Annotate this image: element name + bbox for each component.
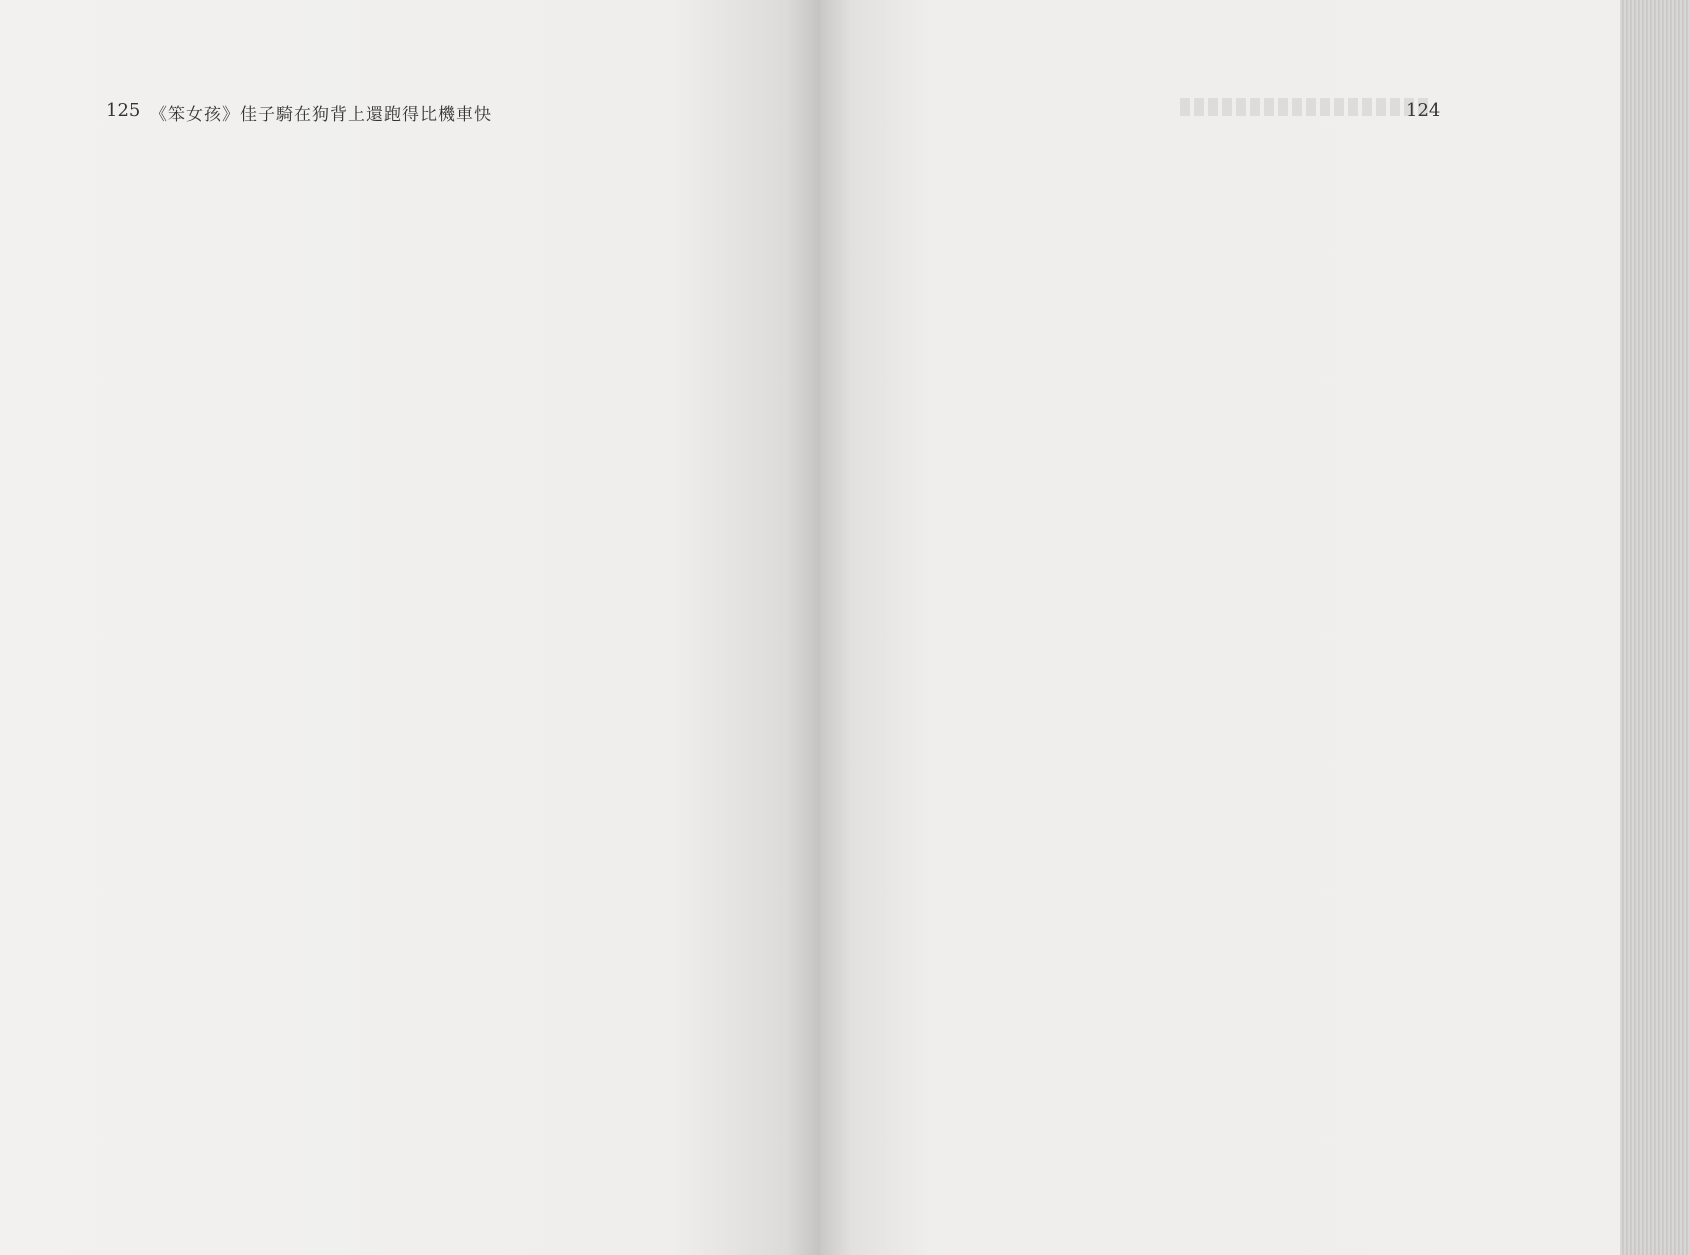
page-number-right: 124 [1406, 100, 1441, 121]
show-through-header [1180, 98, 1430, 116]
page-stack-edge [1620, 0, 1690, 1255]
running-head: 《笨女孩》佳子騎在狗背上還跑得比機車快 [150, 105, 492, 125]
page-number-left: 125 [106, 100, 141, 121]
left-page [0, 0, 820, 1255]
right-page [820, 0, 1620, 1255]
